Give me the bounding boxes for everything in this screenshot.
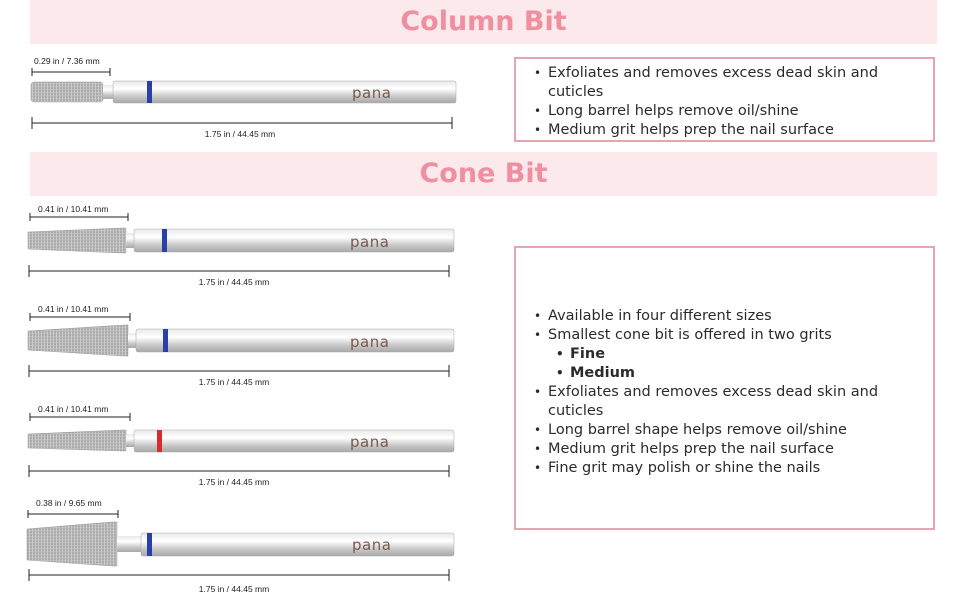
cone-bit-header (30, 152, 937, 196)
list-item: • Fine grit may polish or shine the nails (534, 459, 919, 478)
column-features-list (534, 64, 919, 140)
cone-features-list (534, 307, 919, 478)
cone-features-box (514, 246, 935, 530)
cone-bit-4-diagram (0, 494, 470, 598)
cone-bit-4-neck (117, 536, 141, 552)
cone-1-length-dimension: 1.75 in / 44.45 mm (198, 277, 270, 287)
column-bit-brand: pana (352, 84, 392, 102)
cone-bit-2-diagram (0, 300, 470, 392)
cone-bit-2-band (163, 329, 168, 352)
column-bit-title: Column Bit (400, 6, 567, 37)
cone-bit-3-brand: pana (350, 433, 390, 451)
cone-bit-1-shank (134, 229, 454, 252)
cone-bit-2-brand: pana (350, 333, 390, 351)
list-item: • Available in four different sizes (534, 307, 919, 326)
column-bit-band (147, 81, 152, 103)
cone-bit-1-neck (126, 233, 134, 248)
cone-bit-3-neck (126, 434, 134, 447)
cone-bit-4-shank (141, 533, 454, 556)
cone-2-head-dimension: 0.41 in / 10.41 mm (38, 304, 109, 314)
cone-bit-1-diagram (0, 200, 470, 292)
list-item: • Exfoliates and removes excess dead skin and cuticles (534, 64, 919, 102)
cone-3-length-dimension: 1.75 in / 44.45 mm (198, 477, 270, 487)
cone-bit-2-neck (128, 333, 136, 348)
cone-4-length-dimension: 1.75 in / 44.45 mm (198, 584, 270, 594)
grit-fine-item: • Fine (556, 345, 919, 364)
list-item: • Long barrel helps remove oil/shine (534, 102, 919, 121)
cone-bit-3-shank (134, 430, 454, 452)
column-head-dimension: 0.29 in / 7.36 mm (34, 56, 100, 66)
cone-bit-2-shank (136, 329, 454, 352)
list-item: • Exfoliates and removes excess dead skin and cuticles (534, 383, 919, 421)
cone-bit-3-head (28, 430, 126, 451)
column-bit-neck (103, 85, 113, 99)
list-item: • Medium grit helps prep the nail surface (534, 440, 919, 459)
cone-2-length-dimension: 1.75 in / 44.45 mm (198, 377, 270, 387)
cone-bit-3-diagram (0, 400, 470, 492)
column-length-dimension: 1.75 in / 44.45 mm (204, 129, 276, 139)
cone-1-head-dimension: 0.41 in / 10.41 mm (38, 204, 109, 214)
column-bit-shank (113, 81, 456, 103)
cone-bit-2-head (28, 325, 128, 356)
cone-3-head-dimension: 0.41 in / 10.41 mm (38, 404, 109, 414)
cone-bit-1-band (162, 229, 167, 252)
cone-bit-1-head (28, 228, 126, 253)
column-features-box (514, 57, 935, 142)
cone-bit-4-band (147, 533, 152, 556)
cone-4-head-dimension: 0.38 in / 9.65 mm (36, 498, 102, 508)
list-item: • Smallest cone bit is offered in two grits (534, 326, 919, 345)
list-item: • Long barrel shape helps remove oil/shine (534, 421, 919, 440)
column-bit-head (31, 82, 103, 102)
column-bit-header (30, 0, 937, 44)
cone-bit-1-brand: pana (350, 233, 390, 251)
cone-bit-4-brand: pana (352, 536, 392, 554)
cone-bit-title: Cone Bit (419, 158, 548, 189)
column-bit-diagram (0, 50, 470, 145)
cone-bit-4-head (27, 522, 117, 566)
list-item: • Medium grit helps prep the nail surface (534, 121, 919, 140)
grit-medium-item: • Medium (556, 364, 919, 383)
cone-bit-3-band (157, 430, 162, 452)
